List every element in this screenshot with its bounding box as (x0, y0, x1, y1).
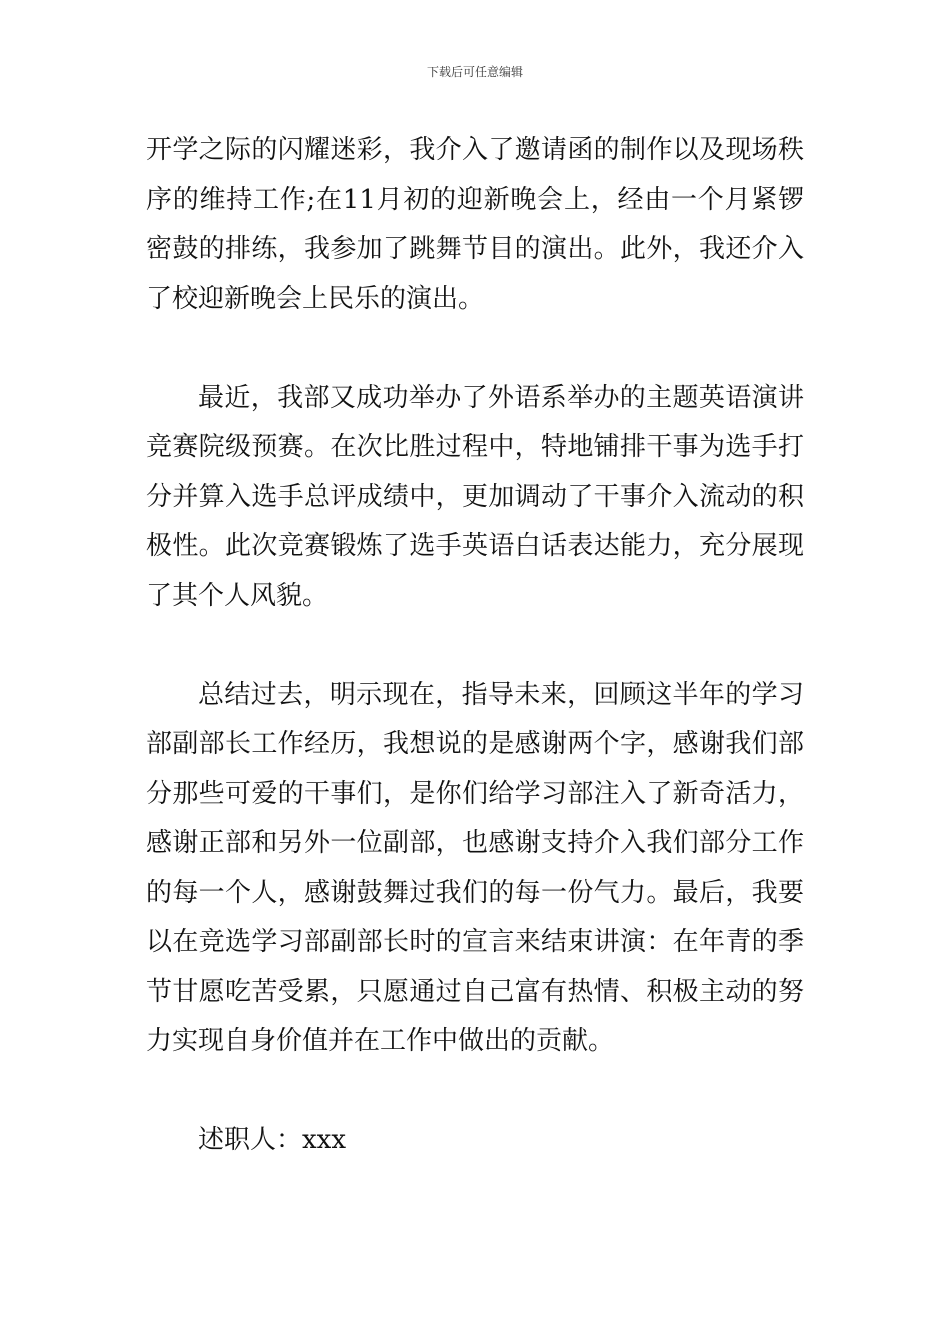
document-body (146, 126, 804, 1166)
page-header-note: 下载后可任意编辑 (426, 65, 523, 79)
paragraph-gap (146, 621, 804, 671)
paragraph-3: 总结过去，明示现在，指导未来，回顾这半年的学习部副部长工作经历，我想说的是感谢两个字，感谢我们部分那些可爱的干事们，是你们给学习部注入了新奇活力，感谢正部和另外一位副部，也感谢支持介入我们部分工作的每一个人，感谢鼓舞过我们的每一份气力。最后，我要以在竞选学习部副部长时的宣言来结束讲演：在年青的季节甘愿吃苦受累，只愿通过自己富有热情、积极主动的努力实现自身价值并在工作中做出的贡献。 (146, 679, 804, 1056)
paragraph-gap (146, 324, 804, 374)
paragraph-gap (146, 1067, 804, 1117)
signature: 述职人：xxx (198, 1125, 346, 1155)
paragraph-2: 最近，我部又成功举办了外语系举办的主题英语演讲竞赛院级预赛。在次比胜过程中，特地铺排干事为选手打分并算入选手总评成绩中，更加调动了干事介入流动的积极性。此次竞赛锻炼了选手英语白话表达能力，充分展现了其个人风貌。 (146, 382, 804, 611)
paragraph-1: 开学之际的闪耀迷彩，我介入了邀请函的制作以及现场秩序的维持工作;在11月初的迎新晚会上，经由一个月紧锣密鼓的排练，我参加了跳舞节目的演出。此外，我还介入了校迎新晚会上民乐的演出。 (146, 135, 804, 314)
